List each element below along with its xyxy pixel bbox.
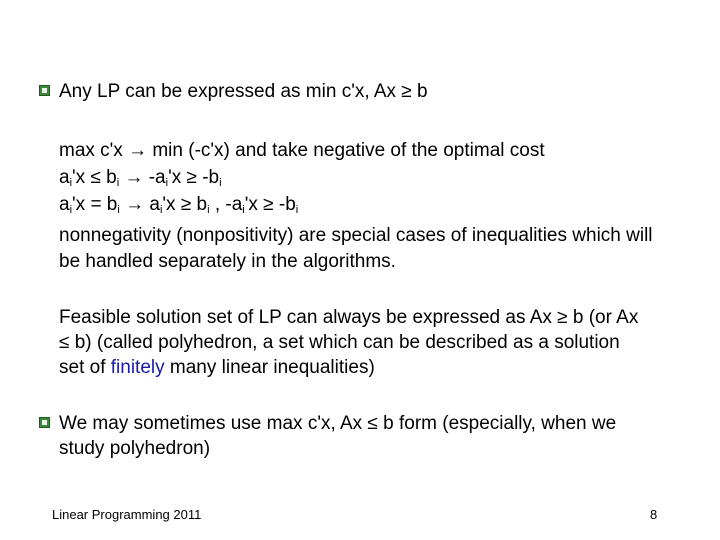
feasible-set-line-1: Feasible solution set of LP can always be expressed as Ax ≥ b (or Ax bbox=[59, 307, 639, 328]
max-to-min-line: max c'x → min (-c'x) and take negative of the optimal cost bbox=[59, 140, 545, 161]
page-number: 8 bbox=[650, 507, 658, 522]
nonnegativity-line-1: nonnegativity (nonpositivity) are special cases of inequalities which will bbox=[59, 225, 653, 246]
feasible-set-line-3: set of finitely many linear inequalities) bbox=[59, 357, 375, 378]
bullet-max-form-line-1: We may sometimes use max c'x, Ax ≤ b form (especially, when we bbox=[59, 413, 617, 434]
inequality-flip-line: $a_i'x \le b_i \to -a_i'x \ge -b_i$ bbox=[59, 167, 222, 189]
bullet-max-form-line-2: study polyhedron) bbox=[59, 438, 211, 459]
equality-split-line: $a_i'x = b_i \to a_i'x \ge b_i$ , $-a_i'x \ge -b_i$ bbox=[59, 194, 299, 216]
bullet-lp-form: Any LP can be expressed as min c'x, Ax ≥ b bbox=[59, 81, 428, 102]
bullet-icon bbox=[39, 417, 50, 428]
feasible-set-line-2: ≤ b) (called polyhedron, a set which can be described as a solution bbox=[59, 332, 620, 353]
bullet-icon bbox=[39, 85, 50, 96]
nonnegativity-line-2: be handled separately in the algorithms. bbox=[59, 251, 396, 272]
finitely-highlight: finitely bbox=[110, 357, 165, 378]
footer-course-title: Linear Programming 2011 bbox=[52, 507, 202, 522]
